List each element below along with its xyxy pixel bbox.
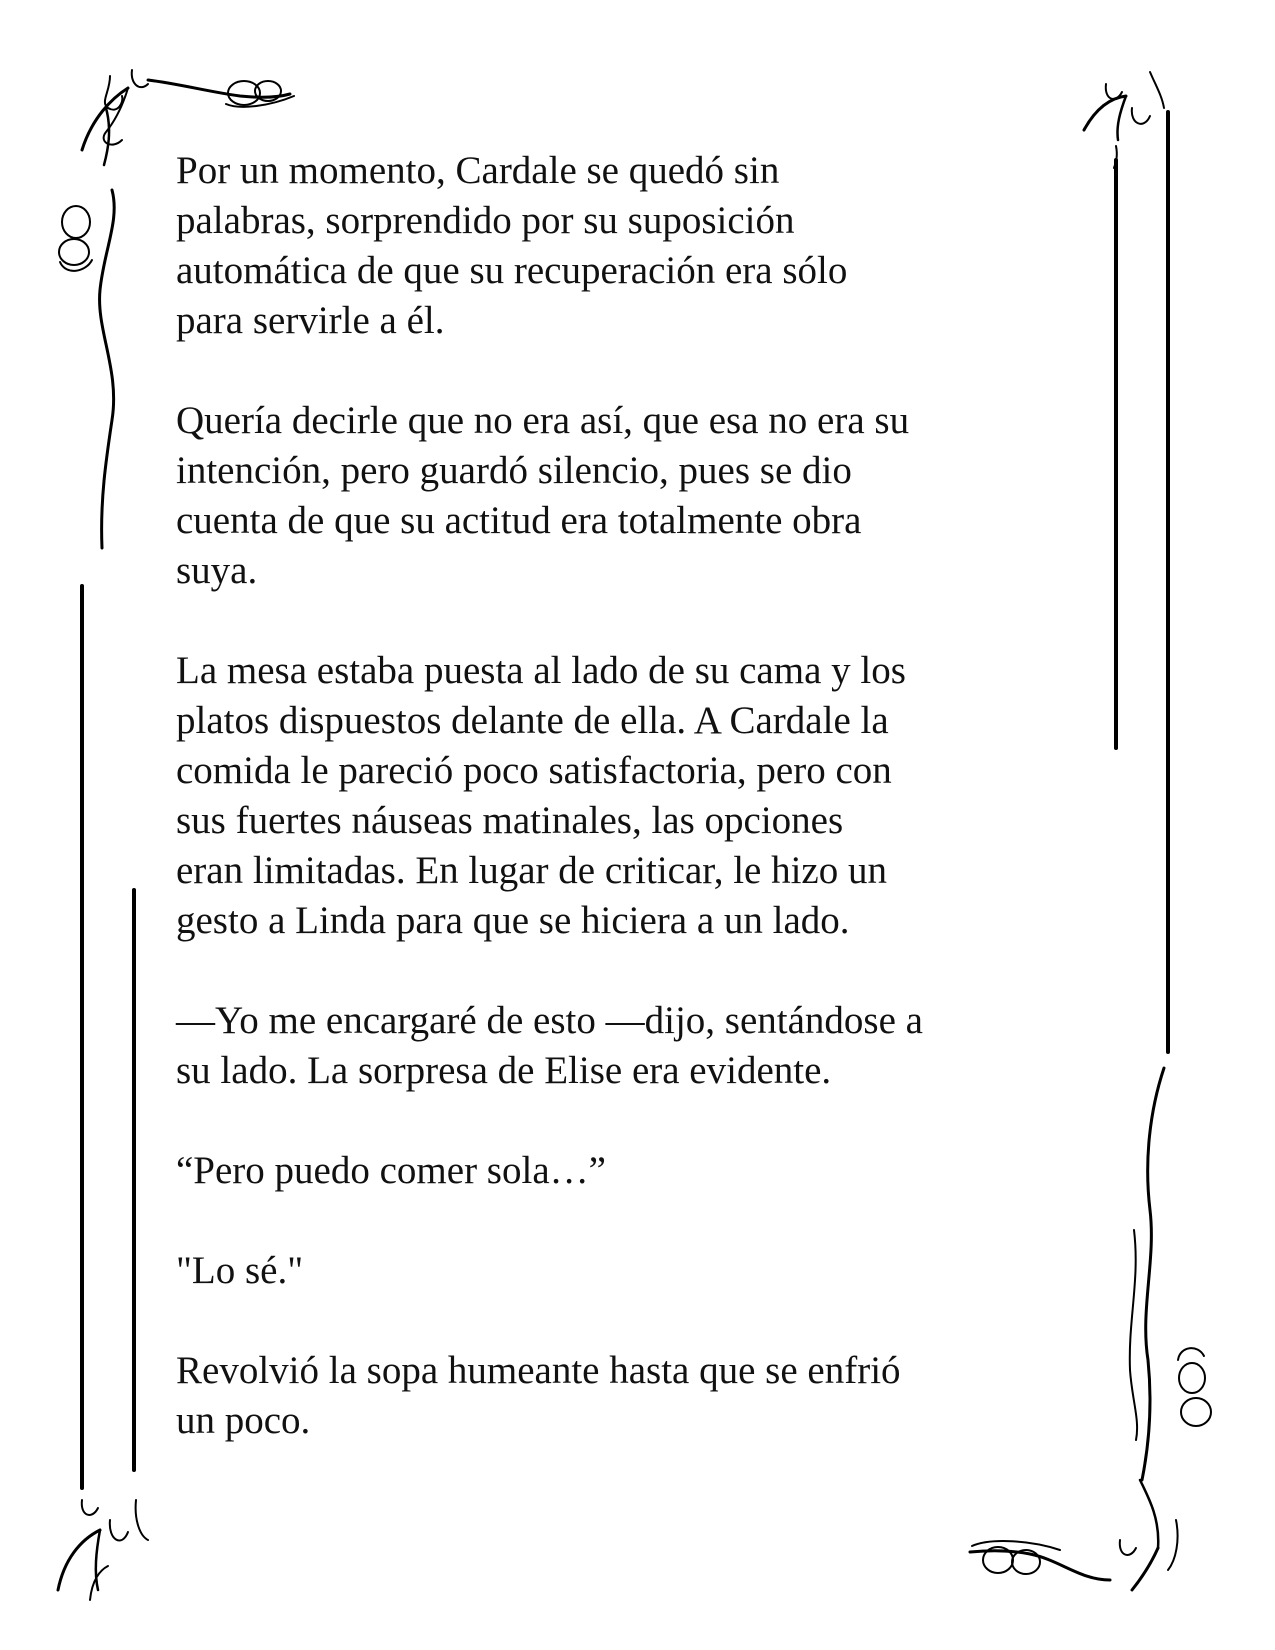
paragraph: —Yo me encargaré de esto —dijo, sentándose a su lado. La sorpresa de Elise era evidente. (176, 999, 923, 1092)
flourish-bottom-left-icon (58, 1500, 148, 1600)
paragraph: “Pero puedo comer sola…” (176, 1149, 606, 1192)
paragraph: La mesa estaba puesta al lado de su cama y los platos dispuestos delante de ella. A Cardale la comida le pareció poco satisfactoria, pero con sus fuertes náuseas matinales, las opciones eran limitadas. En lugar de criticar, le hizo un gesto a Linda para que se hiciera a un lado. (176, 649, 906, 942)
paragraph: "Lo sé." (176, 1249, 304, 1292)
paragraph: Revolvió la sopa humeante hasta que se enfrió un poco. (176, 1349, 901, 1442)
paragraph: Por un momento, Cardale se quedó sin palabras, sorprendido por su suposición automática de que su recuperación era sólo para servirle a él. (176, 149, 848, 342)
story-text (176, 146, 1106, 1446)
paragraph: Quería decirle que no era así, que esa no era su intención, pero guardó silencio, pues se dio cuenta de que su actitud era totalmente obra suya. (176, 399, 910, 592)
